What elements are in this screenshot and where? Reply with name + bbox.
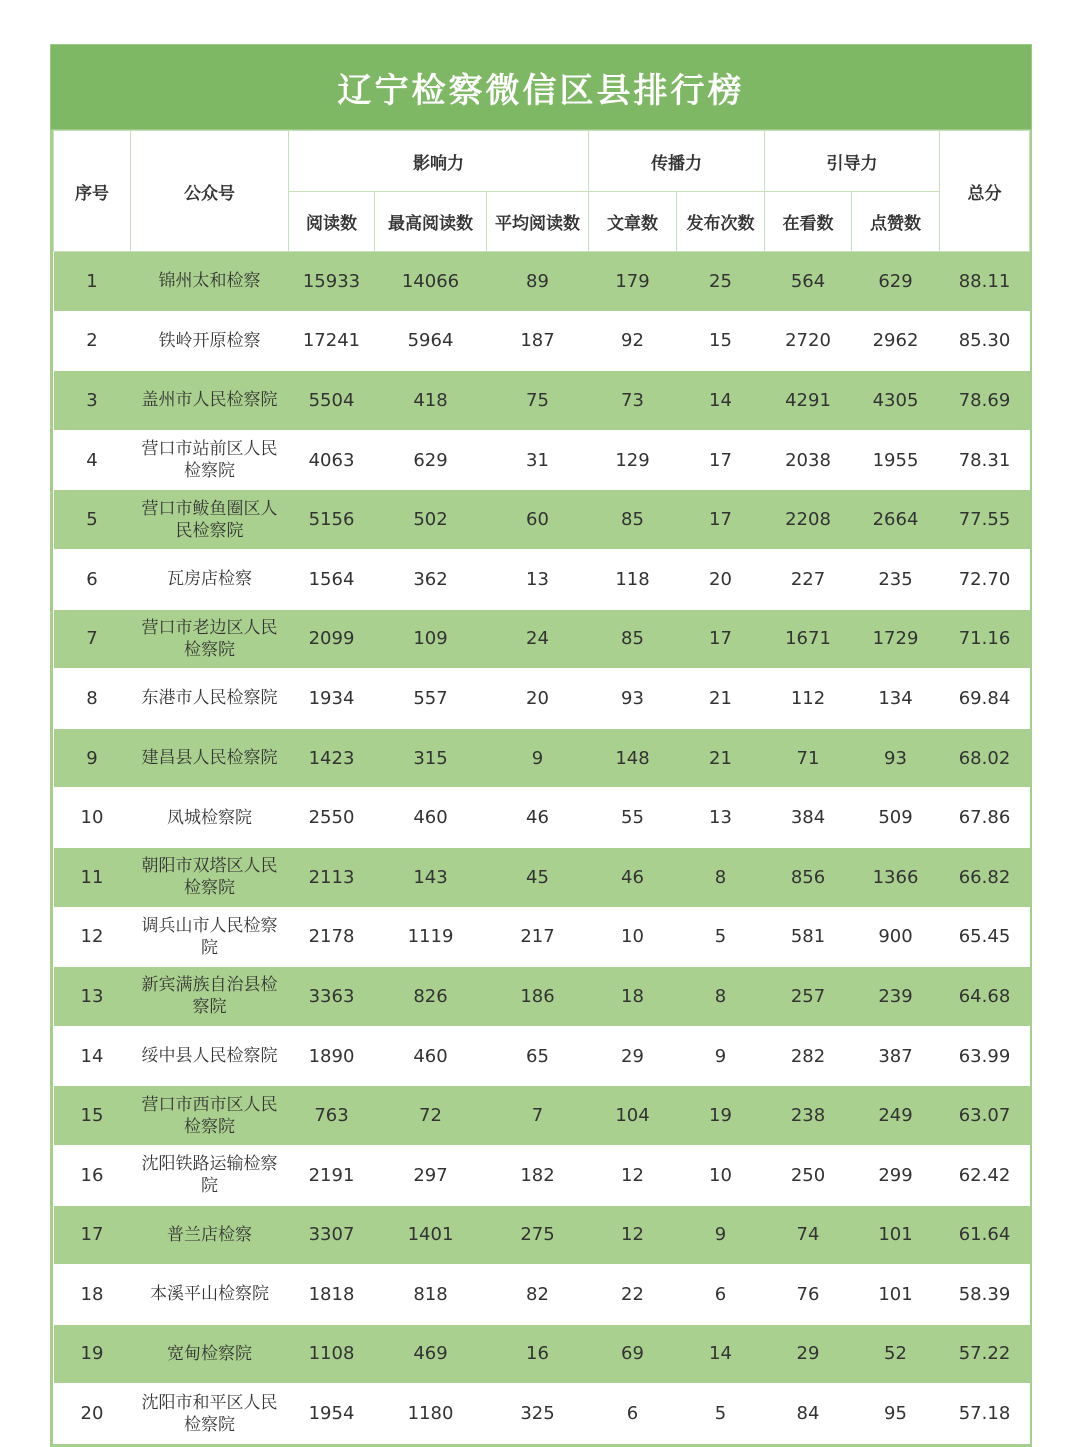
cell-reads: 1890 (289, 1026, 375, 1086)
cell-watching: 74 (765, 1205, 852, 1265)
cell-watching: 29 (765, 1324, 852, 1384)
cell-avg-reads: 325 (487, 1384, 589, 1444)
cell-name: 营口市鲅鱼圈区人民检察院 (131, 490, 289, 550)
cell-publish-times: 20 (677, 549, 765, 609)
cell-name: 朝阳市双塔区人民检察院 (131, 847, 289, 907)
cell-total: 77.55 (940, 490, 1030, 550)
cell-name: 营口市西市区人民检察院 (131, 1086, 289, 1146)
cell-total: 78.69 (940, 371, 1030, 431)
cell-name: 新宾满族自治县检察院 (131, 967, 289, 1027)
cell-total: 61.64 (940, 1205, 1030, 1265)
cell-name: 锦州太和检察 (131, 252, 289, 312)
table-row (54, 609, 1030, 669)
table-row (54, 1205, 1030, 1265)
cell-max-reads: 5964 (375, 311, 487, 371)
cell-rank: 3 (54, 371, 131, 431)
cell-max-reads: 109 (375, 609, 487, 669)
cell-rank: 1 (54, 252, 131, 312)
cell-articles: 104 (589, 1086, 677, 1146)
cell-total: 78.31 (940, 430, 1030, 490)
header-account: 公众号 (131, 131, 289, 252)
table-row (54, 967, 1030, 1027)
cell-articles: 92 (589, 311, 677, 371)
cell-likes: 93 (852, 728, 940, 788)
cell-rank: 8 (54, 669, 131, 729)
cell-articles: 29 (589, 1026, 677, 1086)
cell-total: 88.11 (940, 252, 1030, 312)
cell-likes: 387 (852, 1026, 940, 1086)
cell-rank: 19 (54, 1324, 131, 1384)
cell-likes: 239 (852, 967, 940, 1027)
cell-name: 营口市站前区人民检察院 (131, 430, 289, 490)
table-row (54, 490, 1030, 550)
cell-reads: 17241 (289, 311, 375, 371)
cell-publish-times: 6 (677, 1265, 765, 1325)
cell-publish-times: 21 (677, 669, 765, 729)
cell-likes: 235 (852, 549, 940, 609)
cell-max-reads: 143 (375, 847, 487, 907)
cell-likes: 2962 (852, 311, 940, 371)
cell-rank: 6 (54, 549, 131, 609)
cell-rank: 11 (54, 847, 131, 907)
cell-publish-times: 17 (677, 430, 765, 490)
cell-total: 63.07 (940, 1086, 1030, 1146)
cell-reads: 5156 (289, 490, 375, 550)
cell-max-reads: 1180 (375, 1384, 487, 1444)
cell-max-reads: 469 (375, 1324, 487, 1384)
cell-rank: 16 (54, 1145, 131, 1205)
cell-name: 绥中县人民检察院 (131, 1026, 289, 1086)
cell-watching: 581 (765, 907, 852, 967)
title-bar (50, 44, 1032, 130)
cell-reads: 1423 (289, 728, 375, 788)
cell-total: 58.39 (940, 1265, 1030, 1325)
cell-watching: 564 (765, 252, 852, 312)
cell-watching: 384 (765, 788, 852, 848)
cell-name: 建昌县人民检察院 (131, 728, 289, 788)
cell-total: 72.70 (940, 549, 1030, 609)
cell-reads: 763 (289, 1086, 375, 1146)
header-spread: 传播力 (589, 131, 765, 192)
cell-avg-reads: 9 (487, 728, 589, 788)
cell-rank: 12 (54, 907, 131, 967)
cell-watching: 2208 (765, 490, 852, 550)
cell-articles: 12 (589, 1145, 677, 1205)
table-row (54, 1145, 1030, 1205)
cell-total: 65.45 (940, 907, 1030, 967)
cell-max-reads: 557 (375, 669, 487, 729)
cell-publish-times: 8 (677, 847, 765, 907)
cell-watching: 84 (765, 1384, 852, 1444)
cell-name: 宽甸检察院 (131, 1324, 289, 1384)
cell-watching: 282 (765, 1026, 852, 1086)
ranking-table-wrapper (50, 130, 1032, 1447)
cell-max-reads: 418 (375, 371, 487, 431)
table-row (54, 371, 1030, 431)
header-avg-reads: 平均阅读数 (487, 192, 589, 252)
header-articles: 文章数 (589, 192, 677, 252)
cell-avg-reads: 24 (487, 609, 589, 669)
header-max-reads: 最高阅读数 (375, 192, 487, 252)
header-likes: 点赞数 (852, 192, 940, 252)
cell-articles: 46 (589, 847, 677, 907)
cell-reads: 2550 (289, 788, 375, 848)
header-guidance: 引导力 (765, 131, 940, 192)
table-header (54, 131, 1030, 252)
cell-max-reads: 818 (375, 1265, 487, 1325)
cell-reads: 1954 (289, 1384, 375, 1444)
cell-rank: 18 (54, 1265, 131, 1325)
cell-name: 普兰店检察 (131, 1205, 289, 1265)
table-row (54, 549, 1030, 609)
cell-likes: 1366 (852, 847, 940, 907)
cell-articles: 12 (589, 1205, 677, 1265)
cell-avg-reads: 187 (487, 311, 589, 371)
cell-rank: 13 (54, 967, 131, 1027)
cell-reads: 3307 (289, 1205, 375, 1265)
table-row (54, 907, 1030, 967)
cell-publish-times: 9 (677, 1026, 765, 1086)
cell-articles: 18 (589, 967, 677, 1027)
cell-likes: 900 (852, 907, 940, 967)
cell-publish-times: 13 (677, 788, 765, 848)
cell-total: 85.30 (940, 311, 1030, 371)
cell-publish-times: 8 (677, 967, 765, 1027)
cell-name: 盖州市人民检察院 (131, 371, 289, 431)
table-row (54, 430, 1030, 490)
cell-articles: 73 (589, 371, 677, 431)
cell-likes: 101 (852, 1205, 940, 1265)
cell-reads: 1818 (289, 1265, 375, 1325)
cell-articles: 118 (589, 549, 677, 609)
cell-max-reads: 297 (375, 1145, 487, 1205)
cell-articles: 85 (589, 490, 677, 550)
cell-max-reads: 1119 (375, 907, 487, 967)
ranking-table (53, 130, 1030, 1444)
cell-articles: 129 (589, 430, 677, 490)
cell-max-reads: 502 (375, 490, 487, 550)
cell-likes: 52 (852, 1324, 940, 1384)
cell-watching: 856 (765, 847, 852, 907)
cell-avg-reads: 20 (487, 669, 589, 729)
cell-total: 57.18 (940, 1384, 1030, 1444)
cell-total: 66.82 (940, 847, 1030, 907)
cell-rank: 9 (54, 728, 131, 788)
cell-avg-reads: 31 (487, 430, 589, 490)
cell-articles: 55 (589, 788, 677, 848)
cell-articles: 148 (589, 728, 677, 788)
table-row (54, 669, 1030, 729)
cell-total: 69.84 (940, 669, 1030, 729)
table-row (54, 728, 1030, 788)
table-row (54, 1384, 1030, 1444)
cell-max-reads: 315 (375, 728, 487, 788)
cell-watching: 238 (765, 1086, 852, 1146)
cell-watching: 76 (765, 1265, 852, 1325)
cell-reads: 3363 (289, 967, 375, 1027)
cell-watching: 71 (765, 728, 852, 788)
cell-avg-reads: 45 (487, 847, 589, 907)
cell-articles: 85 (589, 609, 677, 669)
cell-reads: 4063 (289, 430, 375, 490)
cell-likes: 299 (852, 1145, 940, 1205)
cell-publish-times: 5 (677, 907, 765, 967)
cell-avg-reads: 89 (487, 252, 589, 312)
cell-avg-reads: 65 (487, 1026, 589, 1086)
cell-name: 营口市老边区人民检察院 (131, 609, 289, 669)
cell-reads: 2113 (289, 847, 375, 907)
cell-total: 63.99 (940, 1026, 1030, 1086)
header-rank: 序号 (54, 131, 131, 252)
table-row (54, 1324, 1030, 1384)
cell-max-reads: 72 (375, 1086, 487, 1146)
cell-likes: 101 (852, 1265, 940, 1325)
cell-reads: 2191 (289, 1145, 375, 1205)
cell-avg-reads: 186 (487, 967, 589, 1027)
cell-publish-times: 10 (677, 1145, 765, 1205)
cell-max-reads: 14066 (375, 252, 487, 312)
cell-publish-times: 17 (677, 490, 765, 550)
cell-likes: 1955 (852, 430, 940, 490)
cell-articles: 69 (589, 1324, 677, 1384)
cell-reads: 5504 (289, 371, 375, 431)
cell-avg-reads: 217 (487, 907, 589, 967)
cell-reads: 1564 (289, 549, 375, 609)
table-row (54, 788, 1030, 848)
cell-publish-times: 17 (677, 609, 765, 669)
cell-likes: 509 (852, 788, 940, 848)
cell-avg-reads: 13 (487, 549, 589, 609)
cell-likes: 629 (852, 252, 940, 312)
cell-total: 62.42 (940, 1145, 1030, 1205)
cell-reads: 1934 (289, 669, 375, 729)
cell-publish-times: 14 (677, 1324, 765, 1384)
table-row (54, 252, 1030, 312)
cell-likes: 2664 (852, 490, 940, 550)
cell-avg-reads: 75 (487, 371, 589, 431)
page-title: 辽宁检察微信区县排行榜 (337, 70, 745, 111)
cell-total: 64.68 (940, 967, 1030, 1027)
cell-avg-reads: 82 (487, 1265, 589, 1325)
cell-avg-reads: 46 (487, 788, 589, 848)
cell-rank: 5 (54, 490, 131, 550)
cell-publish-times: 25 (677, 252, 765, 312)
ranking-card (50, 44, 1032, 1447)
cell-total: 67.86 (940, 788, 1030, 848)
cell-publish-times: 15 (677, 311, 765, 371)
cell-likes: 4305 (852, 371, 940, 431)
cell-likes: 1729 (852, 609, 940, 669)
cell-rank: 14 (54, 1026, 131, 1086)
cell-reads: 15933 (289, 252, 375, 312)
cell-watching: 1671 (765, 609, 852, 669)
cell-rank: 10 (54, 788, 131, 848)
table-body (54, 252, 1030, 1444)
cell-max-reads: 460 (375, 1026, 487, 1086)
cell-name: 凤城检察院 (131, 788, 289, 848)
table-row (54, 847, 1030, 907)
cell-max-reads: 1401 (375, 1205, 487, 1265)
cell-watching: 2038 (765, 430, 852, 490)
table-row (54, 1265, 1030, 1325)
cell-rank: 20 (54, 1384, 131, 1444)
cell-watching: 257 (765, 967, 852, 1027)
cell-avg-reads: 275 (487, 1205, 589, 1265)
cell-likes: 134 (852, 669, 940, 729)
header-publish-times: 发布次数 (677, 192, 765, 252)
cell-avg-reads: 7 (487, 1086, 589, 1146)
cell-publish-times: 14 (677, 371, 765, 431)
cell-articles: 93 (589, 669, 677, 729)
table-row (54, 1026, 1030, 1086)
table-row (54, 311, 1030, 371)
cell-articles: 22 (589, 1265, 677, 1325)
cell-avg-reads: 182 (487, 1145, 589, 1205)
cell-likes: 95 (852, 1384, 940, 1444)
cell-rank: 2 (54, 311, 131, 371)
cell-total: 57.22 (940, 1324, 1030, 1384)
cell-avg-reads: 60 (487, 490, 589, 550)
cell-total: 68.02 (940, 728, 1030, 788)
cell-name: 铁岭开原检察 (131, 311, 289, 371)
cell-max-reads: 629 (375, 430, 487, 490)
cell-name: 沈阳铁路运输检察院 (131, 1145, 289, 1205)
cell-rank: 7 (54, 609, 131, 669)
cell-publish-times: 9 (677, 1205, 765, 1265)
cell-total: 71.16 (940, 609, 1030, 669)
cell-max-reads: 460 (375, 788, 487, 848)
cell-name: 东港市人民检察院 (131, 669, 289, 729)
header-total: 总分 (940, 131, 1030, 252)
cell-watching: 250 (765, 1145, 852, 1205)
cell-name: 调兵山市人民检察院 (131, 907, 289, 967)
cell-name: 瓦房店检察 (131, 549, 289, 609)
header-watching: 在看数 (765, 192, 852, 252)
cell-reads: 1108 (289, 1324, 375, 1384)
header-reads: 阅读数 (289, 192, 375, 252)
table-row (54, 1086, 1030, 1146)
cell-rank: 4 (54, 430, 131, 490)
cell-watching: 227 (765, 549, 852, 609)
cell-max-reads: 362 (375, 549, 487, 609)
cell-avg-reads: 16 (487, 1324, 589, 1384)
cell-watching: 4291 (765, 371, 852, 431)
header-influence: 影响力 (289, 131, 589, 192)
cell-articles: 10 (589, 907, 677, 967)
cell-articles: 179 (589, 252, 677, 312)
cell-watching: 2720 (765, 311, 852, 371)
cell-name: 沈阳市和平区人民检察院 (131, 1384, 289, 1444)
cell-max-reads: 826 (375, 967, 487, 1027)
cell-watching: 112 (765, 669, 852, 729)
cell-name: 本溪平山检察院 (131, 1265, 289, 1325)
cell-likes: 249 (852, 1086, 940, 1146)
cell-articles: 6 (589, 1384, 677, 1444)
cell-reads: 2099 (289, 609, 375, 669)
cell-reads: 2178 (289, 907, 375, 967)
cell-publish-times: 19 (677, 1086, 765, 1146)
cell-rank: 15 (54, 1086, 131, 1146)
cell-rank: 17 (54, 1205, 131, 1265)
cell-publish-times: 5 (677, 1384, 765, 1444)
cell-publish-times: 21 (677, 728, 765, 788)
